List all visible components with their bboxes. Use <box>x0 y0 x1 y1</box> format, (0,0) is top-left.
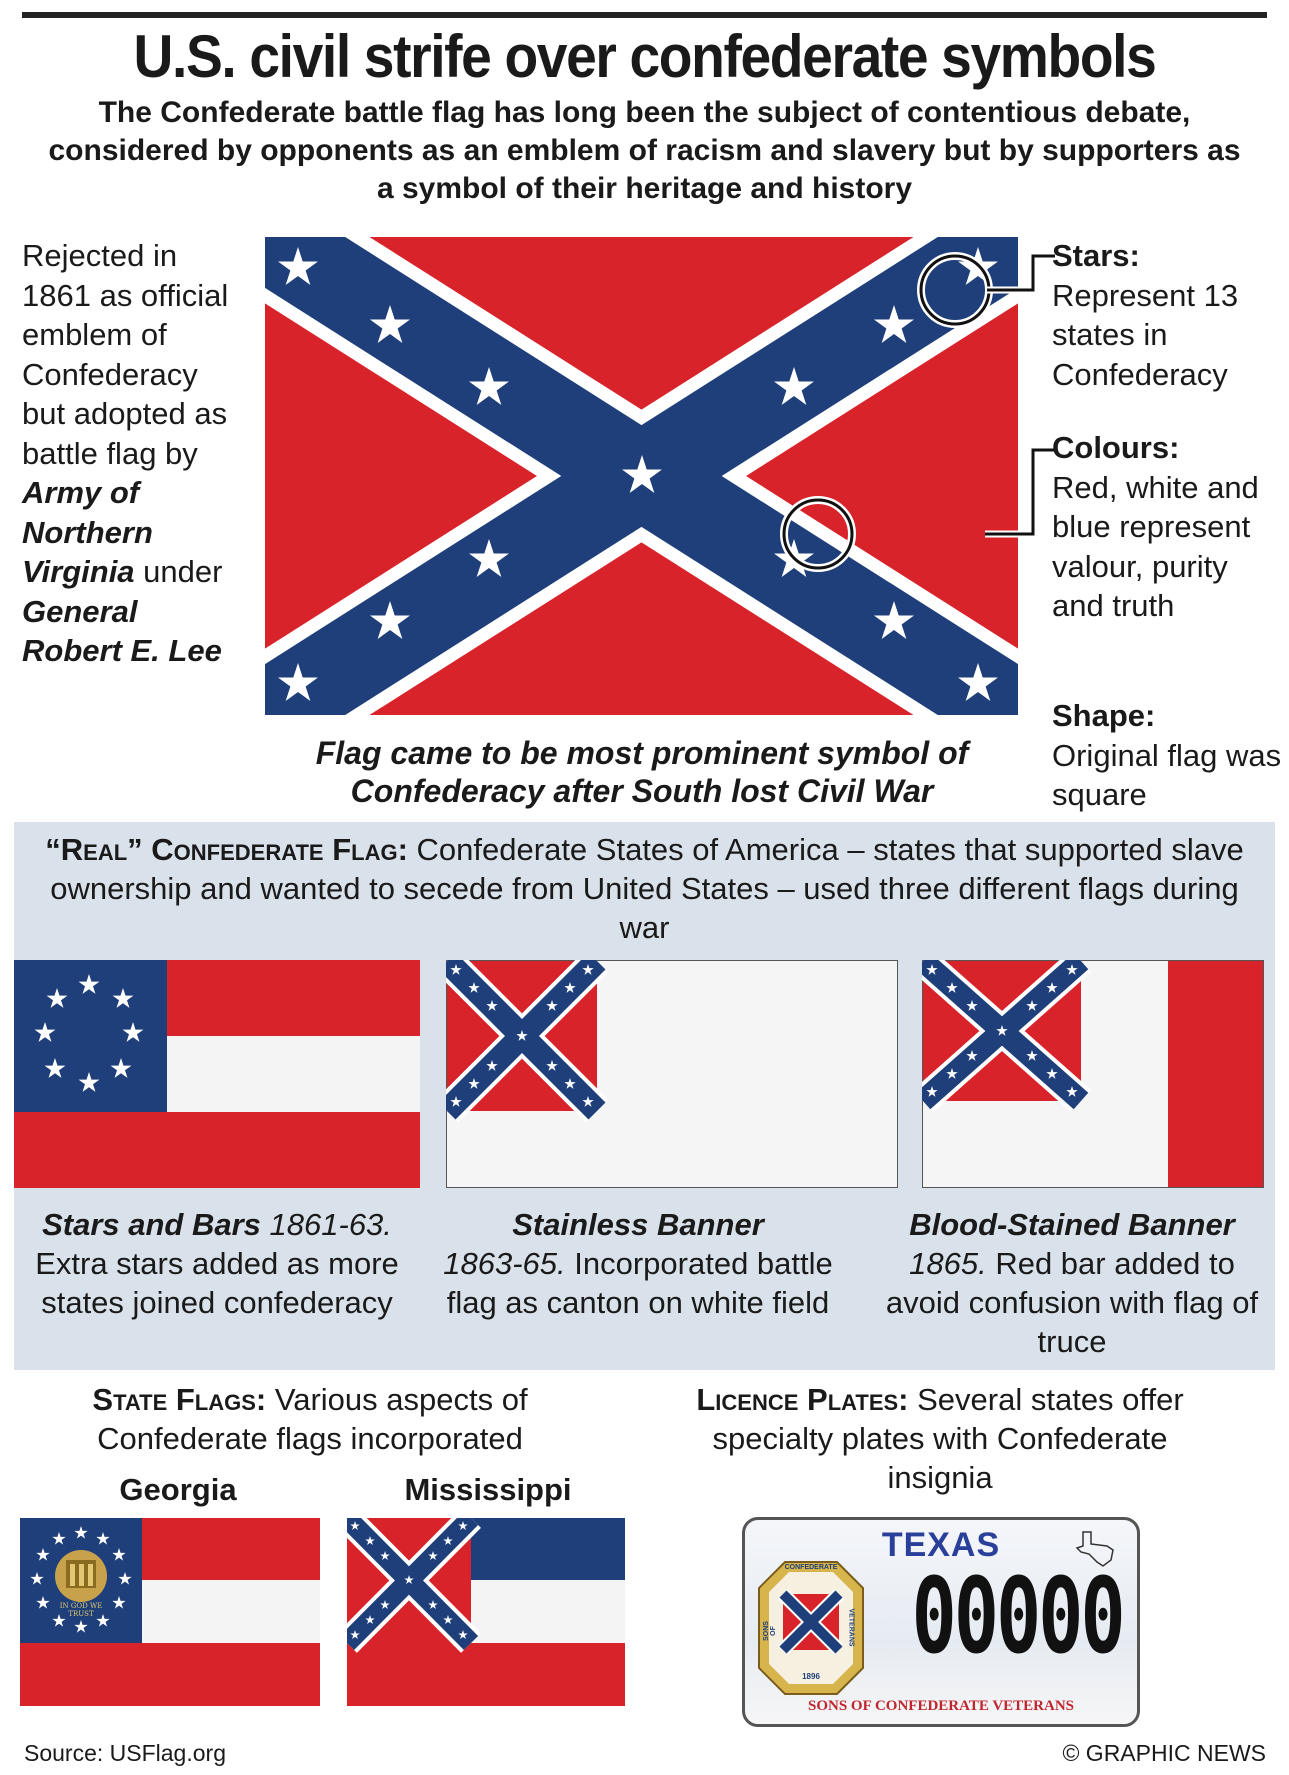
stars-heading: Stars: <box>1052 238 1140 273</box>
page-subtitle: The Confederate battle flag has long been the subject of contentious debate, considered by opponents as an emblem of racism and slavery but by supporters as a symbol of their heritage and history <box>48 96 1241 205</box>
flag-stars-and-bars <box>14 960 420 1188</box>
plate-state: TEXAS <box>881 1526 1001 1564</box>
flag-desc: Incorporated battle flag as canton on white field <box>446 1246 833 1320</box>
real-flag-heading: “Real” Confederate Flag: <box>45 832 408 867</box>
flag-name: Stars and Bars <box>42 1207 261 1242</box>
top-rule <box>22 12 1267 18</box>
colours-text: Red, white and blue represent valour, purity and truth <box>1052 469 1259 623</box>
state-flags-heading: State Flags: <box>92 1382 267 1417</box>
flag-years: 1861-63. <box>269 1207 392 1242</box>
real-flag-text: Confederate States of America – states that supported slave ownership and wanted to secede from United States – used three different flags during war <box>50 832 1244 945</box>
caption-blood-stained-banner <box>872 1205 1272 1361</box>
flag-years: 1865. <box>909 1246 987 1281</box>
shape-callout <box>1052 696 1282 815</box>
colours-heading: Colours: <box>1052 430 1180 465</box>
georgia-motto: IN GOD WE TRUST <box>59 1602 103 1618</box>
stars-callout <box>1052 236 1282 394</box>
caption-stars-and-bars <box>17 1205 417 1322</box>
left-note <box>22 236 232 671</box>
caption-stainless-banner <box>438 1205 838 1322</box>
shape-heading: Shape: <box>1052 698 1156 733</box>
left-note-text-2: under <box>134 554 223 589</box>
flag-stainless-banner <box>446 960 898 1188</box>
texas-licence-plate <box>742 1517 1140 1727</box>
shape-text: Original flag was square <box>1052 737 1282 812</box>
flag-years: 1863-65. <box>443 1246 566 1281</box>
plate-number: 00000 <box>911 1555 1123 1677</box>
flag-desc: Red bar added to avoid confusion with flag of truce <box>885 1246 1259 1359</box>
source-note: Source: USFlag.org <box>24 1740 226 1766</box>
licence-plates-heading: Licence Plates: <box>696 1382 909 1417</box>
credit-note: © GRAPHIC NEWS <box>1062 1740 1266 1766</box>
battle-flag <box>265 237 1018 715</box>
seal-left-text: SONS OF <box>763 1621 777 1641</box>
flag-name: Stainless Banner <box>512 1207 764 1242</box>
licence-plates-intro <box>660 1380 1220 1497</box>
flag-desc: Extra stars added as more states joined confederacy <box>35 1246 399 1320</box>
seal-top-text: CONFEDERATE <box>784 1564 838 1571</box>
main-flag-caption: Flag came to be most prominent symbol of Confederacy after South lost Civil War <box>315 735 969 809</box>
flag-name: Blood-Stained Banner <box>909 1207 1235 1242</box>
left-note-general: General Robert E. Lee <box>22 593 222 668</box>
mississippi-flag <box>347 1518 625 1706</box>
page-title: U.S. civil strife over confederate symbols <box>133 23 1156 90</box>
colours-callout <box>1052 428 1282 626</box>
licence-plates-text: Several states offer specialty plates with Confederate insignia <box>712 1382 1184 1495</box>
real-flag-intro <box>30 830 1259 947</box>
left-note-army: Army of Northern Virginia <box>22 475 153 589</box>
left-note-text: Rejected in 1861 as official emblem of Confederacy but adopted as battle flag by <box>22 238 229 471</box>
state-flags-intro <box>30 1380 590 1458</box>
georgia-label: Georgia <box>119 1472 237 1507</box>
georgia-flag <box>20 1518 320 1706</box>
stars-text: Represent 13 states in Confederacy <box>1052 277 1239 392</box>
seal-year-text: 1896 <box>802 1672 820 1681</box>
seal-right-text: VETERANS <box>847 1608 855 1647</box>
mississippi-label: Mississippi <box>404 1472 572 1507</box>
plate-bottom-text: SONS OF CONFEDERATE VETERANS <box>807 1698 1075 1714</box>
flag-blood-stained-banner <box>922 960 1264 1188</box>
state-flags-text: Various aspects of Confederate flags incorporated <box>97 1382 528 1456</box>
